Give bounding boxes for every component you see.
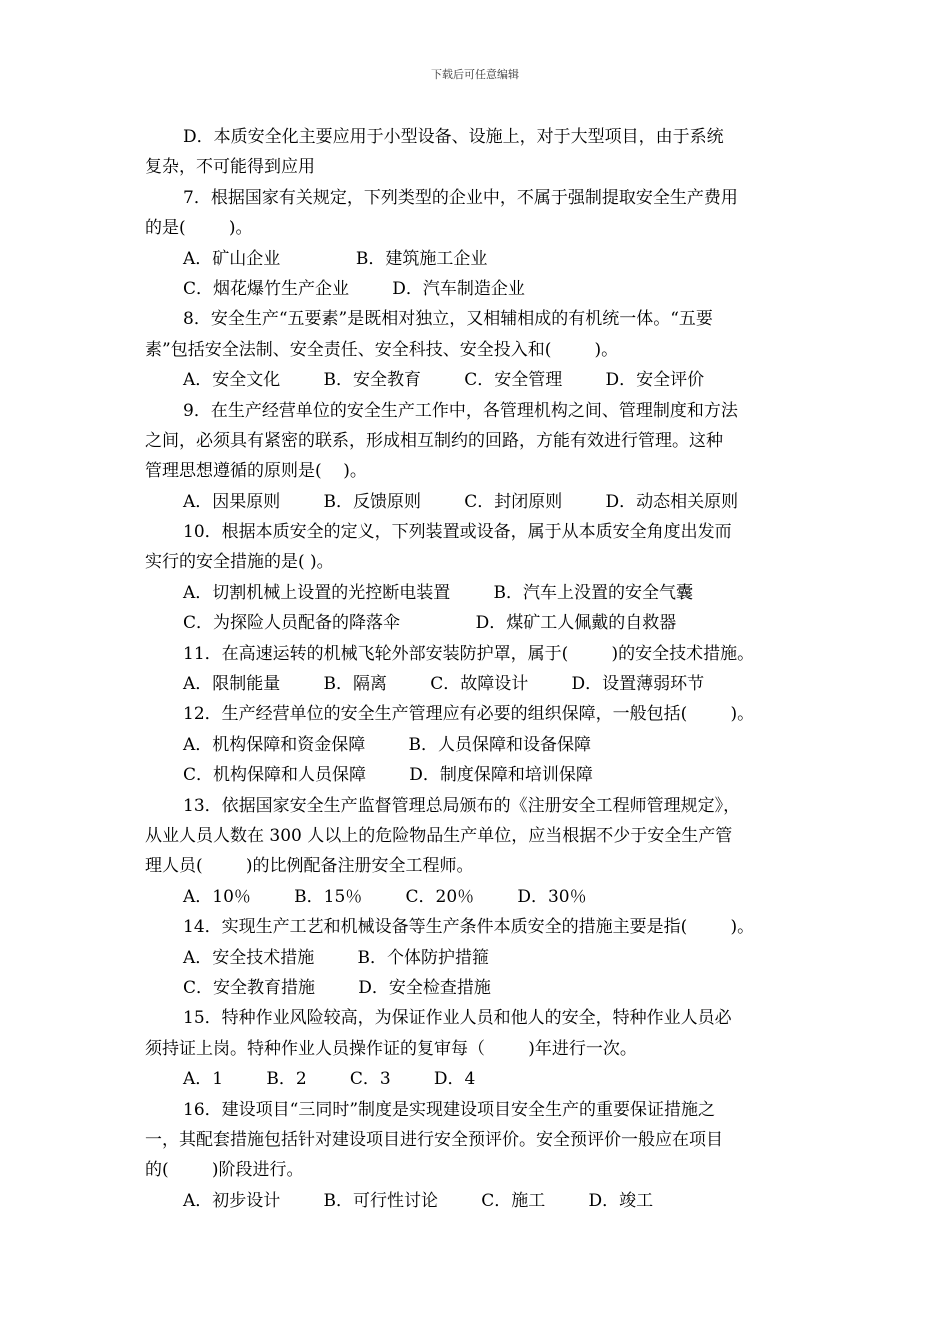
text-line: 理人员( )的比例配备注册安全工程师。 — [145, 856, 474, 877]
text-line: 复杂，不可能得到应用 — [145, 157, 315, 178]
text-line: A．初步设计 B．可行性讨论 C．施工 D．竣工 — [183, 1190, 654, 1211]
text-line: 从业人员人数在 300 人以上的危险物品生产单位，应当根据不少于安全生产管 — [145, 825, 733, 846]
text-line: 16．建设项目“三同时”制度是实现建设项目安全生产的重要保证措施之 — [183, 1099, 716, 1120]
text-line: 11．在高速运转的机械飞轮外部安装防护罩，属于( )的安全技术措施。 — [183, 643, 755, 664]
text-line: 12．生产经营单位的安全生产管理应有必要的组织保障，一般包括( )。 — [183, 704, 755, 725]
text-line: 之间，必须具有紧密的联系，形成相互制约的回路，方能有效进行管理。这种 — [145, 430, 723, 451]
text-line: A．安全技术措施 B．个体防护措箍 — [183, 947, 489, 968]
document-body — [145, 122, 810, 1216]
text-line: C．机构保障和人员保障 D．制度保障和培训保障 — [183, 765, 593, 786]
text-line: C．安全教育措施 D．安全检查措施 — [183, 977, 491, 998]
text-line: 一，其配套措施包括针对建设项目进行安全预评价。安全预评价一般应在项目 — [145, 1129, 723, 1150]
text-line: A．1 B．2 C．3 D．4 — [183, 1069, 476, 1090]
text-line: A．限制能量 B．隔离 C．故障设计 D．设置薄弱环节 — [183, 674, 705, 695]
text-line: 实行的安全措施的是( )。 — [145, 552, 334, 573]
page-header: 下载后可任意编辑 — [431, 68, 519, 81]
text-line: 15．特种作业风险较高，为保证作业人员和他人的安全，特种作业人员必 — [183, 1008, 732, 1029]
text-line: D．本质安全化主要应用于小型设备、设施上，对于大型项目，由于系统 — [183, 127, 724, 147]
text-line: A．安全文化 B．安全教育 C．安全管理 D．安全评价 — [183, 370, 705, 391]
text-line: 14．实现生产工艺和机械设备等生产条件本质安全的措施主要是指( )。 — [183, 917, 755, 938]
text-line: 7．根据国家有关规定，下列类型的企业中，不属于强制提取安全生产费用 — [183, 187, 738, 208]
text-line: 管理思想遵循的原则是( )。 — [145, 461, 367, 482]
text-line: 素”包括安全法制、安全责任、安全科技、安全投入和( )。 — [145, 339, 619, 360]
text-line: 须持证上岗。特种作业人员操作证的复审每（ )年进行一次。 — [145, 1038, 637, 1059]
text-line: C．烟花爆竹生产企业 D．汽车制造企业 — [183, 278, 525, 299]
text-line: 的是( )。 — [145, 218, 253, 239]
text-line: A．机构保障和资金保障 B．人员保障和设备保障 — [183, 734, 591, 755]
text-line: A．因果原则 B．反馈原则 C．封闭原则 D．动态相关原则 — [183, 491, 739, 512]
text-line: 13．依据国家安全生产监督管理总局颁布的《注册安全工程师管理规定》， — [183, 795, 741, 816]
text-line: 8．安全生产“五要素”是既相对独立，又相辅相成的有机统一体。“五要 — [183, 309, 713, 330]
text-line: A．10％ B．15％ C．20％ D．30％ — [183, 886, 587, 907]
text-line: 9．在生产经营单位的安全生产工作中，各管理机构之间、管理制度和方法 — [183, 400, 738, 421]
text-line: 10．根据本质安全的定义，下列装置或设备，属于从本质安全角度出发而 — [183, 522, 732, 543]
text-line: 的( )阶段进行。 — [145, 1160, 304, 1181]
text-line: A．矿山企业 B．建筑施工企业 — [183, 248, 488, 269]
text-line: C．为探险人员配备的降落伞 D．煤矿工人佩戴的自救器 — [183, 613, 677, 634]
text-line: A．切割机械上设置的光控断电装置 B．汽车上没置的安全气囊 — [183, 582, 693, 603]
